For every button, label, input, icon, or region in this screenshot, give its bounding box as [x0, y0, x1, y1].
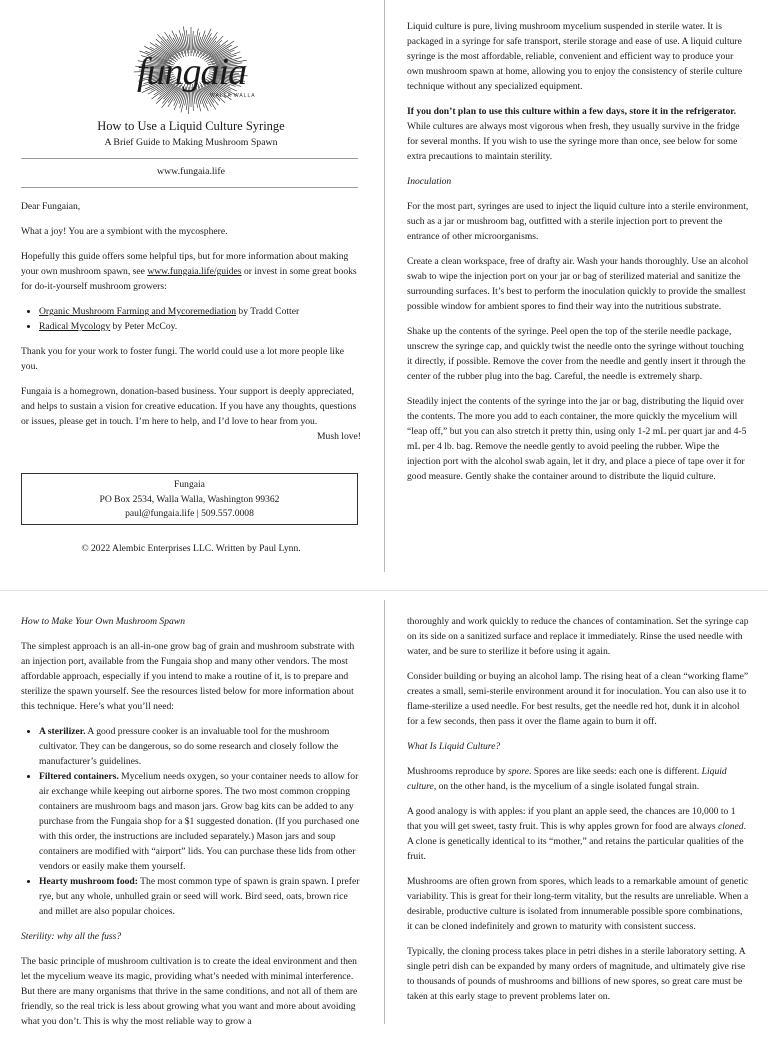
thanks-paragraph: Thank you for your work to foster fungi. The world could use a lot more people like you. — [21, 346, 345, 372]
section-heading: Inoculation — [407, 176, 452, 187]
intro-paragraph: What a joy! You are a symbiont with the mycosphere. — [21, 226, 228, 237]
paragraph: Liquid culture is pure, living mushroom mycelium suspended in sterile water. It is packaged in a syringe for safe transport, sterile storage and ease of use. A liquid culture syringe is the most affordable, reliable, convenient and efficient way to produce your own mushroom spawn at home, allowing you to enjoy the consistency of sterile culture technique without any specialized equipment. — [407, 21, 743, 92]
paragraph: Shake up the contents of the syringe. Peel open the top of the sterile needle package, unscrew the syringe cap, and quickly twist the needle onto the syringe without touching it directly, if possible. Remove the cover from the needle and gently insert it through the center of the rubber plug into the bag. Careful, the needle is extremely sharp. — [407, 326, 746, 382]
address-street: PO Box 2534, Walla Walla, Washington 99362 — [99, 493, 280, 505]
page4-body — [407, 614, 749, 1014]
address-box — [21, 473, 358, 525]
list-item: • Filtered containers. Mycelium needs oxygen, so your container needs to allow for air exchange while keeping out airborne spores. The two most common cropping containers are mushroom bags and mason jars. Grow bag kits can be added to any purchase from the Fungaia shop for a $1 suggested donation. (If you purchased one with this order, the instructions are included separately.) Mason jars and soup containers are modified with “airport” lids. You can purchase these lids from other vendors or easily make them yourself. — [39, 769, 361, 874]
guides-link[interactable]: www.fungaia.life/guides — [147, 266, 242, 277]
book-list — [21, 304, 361, 334]
paragraph: Typically, the cloning process takes place in petri dishes in a sterile laboratory setting. A single petri dish can be expanded by many orders of magnitude, and ultimately give rise to thousands of pounds of mushrooms and billions of new spores, so great care must be taken at this early stage to prevent problems later on. — [407, 946, 746, 1002]
supply-list — [21, 724, 361, 919]
paragraph: Consider building or buying an alcohol lamp. The rising heat of a clean “working flame” creates a small, semi-sterile environment around it for inoculation. You can also use it to flame-sterilize a used needle. For best results, get the needle red hot, dunk it in alcohol for a few seconds, then pass it over the flame again to burn it off. — [407, 671, 749, 727]
list-item: • Hearty mushroom food: The most common type of spawn is grain spawn. I prefer rye, but any whole, unhulled grain or seed will work. Bird seed, oats, brown rice and millet are also popular choices. — [39, 874, 361, 919]
list-item: • A sterilizer. A good pressure cooker is an invaluable tool for the mushroom cultivator. They can be dangerous, so do some research and closely follow the manufacturer’s guidelines. — [39, 724, 361, 769]
paragraph: The basic principle of mushroom cultivation is to create the ideal environment and then let the mycelium weave its magic, providing what’s needed with minimal interference. But there are many organisms that thrive in the same conditions, and not all of them are friendly, so the real trick is less about growing what you want and more about avoiding what you don’t. This is why the most reliable way to grow a — [21, 956, 358, 1027]
page-divider-top — [384, 0, 385, 572]
paragraph: Mushrooms reproduce by spore. Spores are like seeds: each one is different. Liquid culture, on the other hand, is the mycelium of a single isolated fungal strain. — [407, 766, 727, 792]
paragraph: Steadily inject the contents of the syringe into the jar or bag, distributing the liquid over the contents. The more you add to each container, the more quickly the mycelium will “leap off,” but you can also stretch it pretty thin, using only 1-2 mL per quart jar and 4-5 mL per 4 lb. bag. Remove the needle gently to avoid peeling the rubber. Wipe the injection port with the alcohol swab again, let it dry, and place a piece of tape over it for good measure. Gently shake the container around to distribute the liquid culture. — [407, 396, 747, 482]
divider — [21, 187, 358, 188]
logo-subtitle: WALLA WALLA — [210, 93, 256, 99]
business-paragraph: Fungaia is a homegrown, donation-based business. Your support is deeply appreciated, and helps to sustain a vision for creative education. If you have any thoughts, questions or issues, please get in touch. I’m here to help, and I’d love to hear from you. — [21, 386, 357, 427]
paragraph: For the most part, syringes are used to inject the liquid culture into a sterile environment, such as a jar or mushroom bag, outfitted with a sterile injection port to prevent the entrance of other microorganisms. — [407, 201, 749, 242]
letter-body — [21, 199, 361, 444]
logo-word: fungaia — [137, 51, 247, 93]
divider — [21, 158, 358, 159]
page-gap — [0, 590, 768, 591]
sunburst-ray — [189, 34, 190, 50]
greeting: Dear Fungaian, — [21, 201, 81, 212]
paragraph: Mushrooms are often grown from spores, which leads to a remarkable amount of genetic variability. This is great for their long-term vitality, but the results are unreliable. When a desirable, productive culture is isolated from innumerable possible spore combinations, it can be cloned indefinitely and grown to maturity with consistent success. — [407, 876, 749, 932]
paragraph: Create a clean workspace, free of drafty air. Wash your hands thoroughly. Use an alcohol swab to wipe the injection port on your jar or bag of sterilized material and sanitize the surrounding surfaces. It’s best to perform the inoculation quickly to provide the smallest possible window for ambient spores to find their way into the nutritious substrate. — [407, 256, 749, 312]
website-text: www.fungaia.life — [157, 166, 225, 177]
paragraph: thoroughly and work quickly to reduce the chances of contamination. Set the syringe cap on its side on a sanitized surface and replace it immediately. Rinse the used needle with water, and be sure to sterilize it before using it again. — [407, 616, 749, 657]
list-item: • Organic Mushroom Farming and Mycoremediation by Tradd Cotter — [39, 304, 361, 319]
document-title: How to Use a Liquid Culture Syringe — [97, 119, 285, 133]
signoff: Mush love! — [317, 431, 361, 442]
fungaia-logo — [125, 20, 257, 120]
page3-body — [21, 614, 361, 1039]
section-heading: Sterility: why all the fuss? — [21, 931, 122, 942]
paragraph: The simplest approach is an all-in-one grow bag of grain and mushroom substrate with an injection port, available from the Fungaia shop and many other vendors. The most affordable approach, especially if you intend to make a routine of it, is to prepare and sterilize the spawn yourself. See the resources listed below for more information about this technique. Here’s what you’ll need: — [21, 641, 355, 712]
list-item: • Radical Mycology by Peter McCoy. — [39, 319, 361, 334]
guide-paragraph: Hopefully this guide offers some helpful tips, but for more information about making your own mushroom spawn, see www.fungaia.life/guides or invest in some great books for do-it-yourself mushroom growers: — [21, 251, 357, 292]
address-contact: paul@fungaia.life | 509.557.0008 — [125, 508, 254, 519]
section-heading: How to Make Your Own Mushroom Spawn — [21, 616, 185, 627]
address-name: Fungaia — [174, 479, 205, 490]
page2-body — [407, 19, 749, 494]
paragraph: A good analogy is with apples: if you plant an apple seed, the chances are 10,000 to 1 that you will get sweet, tasty fruit. This is why apples grown for food are always cloned. A clone is genetically identical to its “mother,” and retains the particular qualities of the fruit. — [407, 806, 747, 862]
sunburst-ray — [176, 34, 183, 51]
book-link[interactable]: Organic Mushroom Farming and Mycoremediation — [39, 306, 236, 317]
page-divider-bottom — [384, 600, 385, 1024]
book-link[interactable]: Radical Mycology — [39, 321, 111, 332]
paragraph: If you don’t plan to use this culture within a few days, store it in the refrigerator. While cultures are always most vigorous when fresh, they usually survive in the fridge for several months. If you wish to use the syringe more than once, see below for some extra precautions to maintain sterility. — [407, 106, 740, 162]
copyright: © 2022 Alembic Enterprises LLC. Written by Paul Lynn. — [81, 543, 301, 554]
document-subtitle: A Brief Guide to Making Mushroom Spawn — [104, 137, 278, 148]
section-heading: What Is Liquid Culture? — [407, 741, 501, 752]
